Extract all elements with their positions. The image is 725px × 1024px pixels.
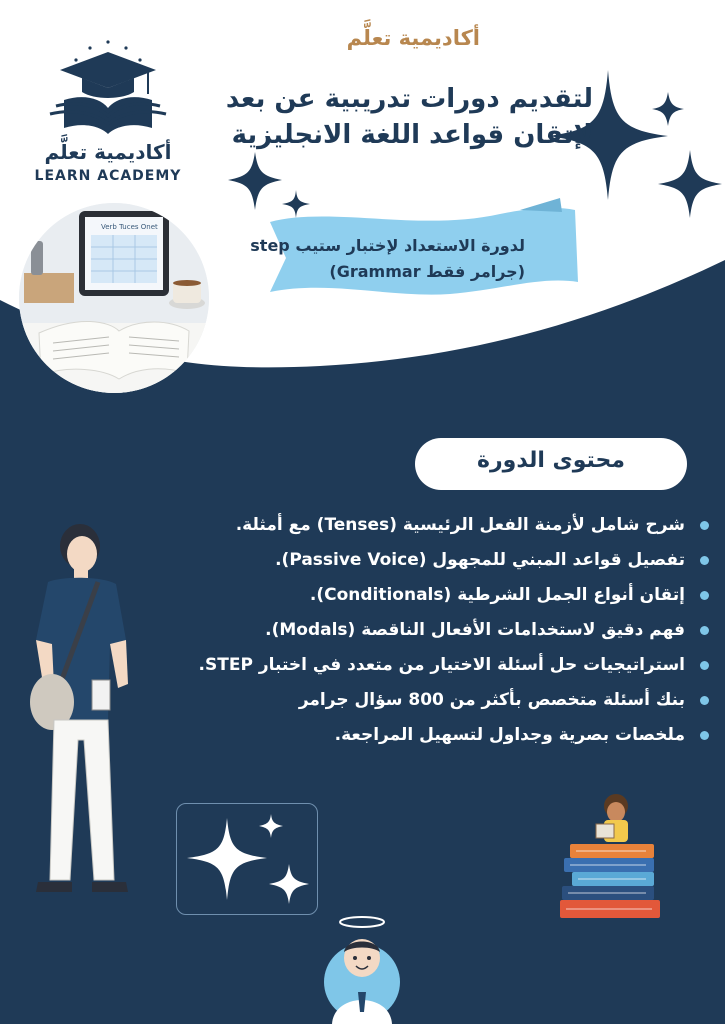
logo-english-name: LEARN ACADEMY [34,168,182,184]
sparkle-icon [177,804,317,914]
course-content-list [169,512,709,757]
list-item: ملخصات بصرية وجداول لتسهيل المراجعة. [169,722,709,757]
headline-line-1: لتقديم دورات تدريبية عن بعد [225,84,593,114]
bullet-dot-icon [700,521,709,530]
ribbon-line-2: (جرامر فقط Grammar) [329,262,525,281]
graduation-book-icon [28,30,188,140]
student-illustration [18,520,138,900]
bullet-dot-icon [700,661,709,670]
list-item: تفصيل قواعد المبني للمجهول (Passive Voice). [169,547,709,582]
list-item: شرح شامل لأزمنة الفعل الرئيسية (Tenses) مع أمثلة. [169,512,709,547]
list-item: بنك أسئلة متخصص بأكثر من 800 سؤال جرامر [169,687,709,722]
bullet-dot-icon [700,731,709,740]
sparkle-icon [658,150,722,218]
chart-caption: Verb Tuces Onet [101,223,158,231]
sparkle-icon [228,152,282,210]
study-desk-photo [19,203,209,393]
bullet-dot-icon [700,696,709,705]
academy-logo [28,30,188,190]
list-item: فهم دقيق لاستخدامات الأفعال الناقصة (Modals). [169,617,709,652]
ribbon-line-1: لدورة الاستعداد لإختبار ستيب step [250,236,525,255]
sparkles-box [176,803,318,915]
angel-boy-illustration [322,912,402,1024]
sparkle-icon [282,190,310,218]
sparkle-icon [652,92,684,126]
content-title: محتوى الدورة [477,448,625,473]
academy-title: أكاديمية تعلَّم [346,26,480,50]
bullet-dot-icon [700,556,709,565]
content-title-pill [415,438,687,490]
bullet-dot-icon [700,626,709,635]
list-item: إتقان أنواع الجمل الشرطية (Conditionals). [169,582,709,617]
headline-line-2: لإتقان قواعد اللغة الانجليزية [231,120,593,150]
bullet-dot-icon [700,591,709,600]
books-stack-illustration [556,788,666,928]
list-item: استراتيجيات حل أسئلة الاختيار من متعدد في اختبار STEP. [169,652,709,687]
logo-arabic-name: أكاديمية تعلَّم [44,140,172,164]
